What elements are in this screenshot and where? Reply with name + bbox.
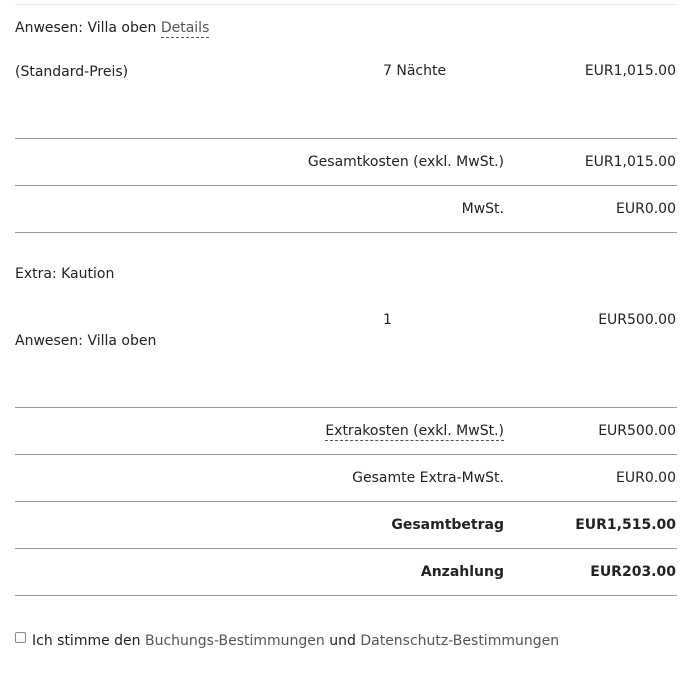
deposit-label: Anzahlung (420, 564, 504, 580)
property-label: Anwesen: Villa oben (15, 20, 157, 36)
agreement-text-before: Ich stimme den (32, 633, 145, 649)
divider (15, 501, 677, 502)
divider (15, 548, 677, 549)
privacy-link[interactable]: Datenschutz-Bestimmungen (360, 633, 560, 649)
nights-count: 7 Nächte (383, 63, 447, 79)
agreement-text-middle: und (324, 633, 361, 649)
divider (15, 185, 677, 186)
extra-cost-value: EUR500.00 (598, 423, 676, 439)
deposit-value: EUR203.00 (590, 564, 676, 580)
divider (15, 595, 677, 596)
total-label: Gesamtbetrag (391, 517, 504, 533)
total-value: EUR1,515.00 (575, 517, 676, 533)
property-label-row (15, 19, 209, 37)
divider (15, 407, 677, 408)
vat-value: EUR0.00 (616, 201, 676, 217)
agreement-text (32, 632, 559, 650)
extra-property-label: Anwesen: Villa oben (15, 333, 157, 349)
subtotal-cost-value: EUR1,015.00 (584, 154, 676, 170)
extra-amount: EUR500.00 (598, 312, 676, 328)
extra-label: Extra: Kaution (15, 266, 115, 282)
subtotal-cost-label: Gesamtkosten (exkl. MwSt.) (307, 154, 504, 170)
top-divider (15, 4, 677, 5)
divider (15, 232, 677, 233)
extra-cost-label[interactable]: Extrakosten (exkl. MwSt.) (325, 423, 504, 439)
divider (15, 454, 677, 455)
extra-vat-value: EUR0.00 (616, 470, 676, 486)
divider (15, 138, 677, 139)
rate-label: (Standard-Preis) (15, 64, 129, 80)
vat-label: MwSt. (461, 201, 504, 217)
agreement-checkbox[interactable] (15, 632, 26, 643)
extra-quantity: 1 (383, 312, 392, 328)
extra-cost-label-wrap (325, 422, 504, 440)
terms-link[interactable]: Buchungs-Bestimmungen (144, 633, 325, 649)
details-link[interactable]: Details (160, 20, 210, 36)
rate-amount: EUR1,015.00 (584, 63, 676, 79)
extra-vat-label: Gesamte Extra-MwSt. (352, 470, 504, 486)
